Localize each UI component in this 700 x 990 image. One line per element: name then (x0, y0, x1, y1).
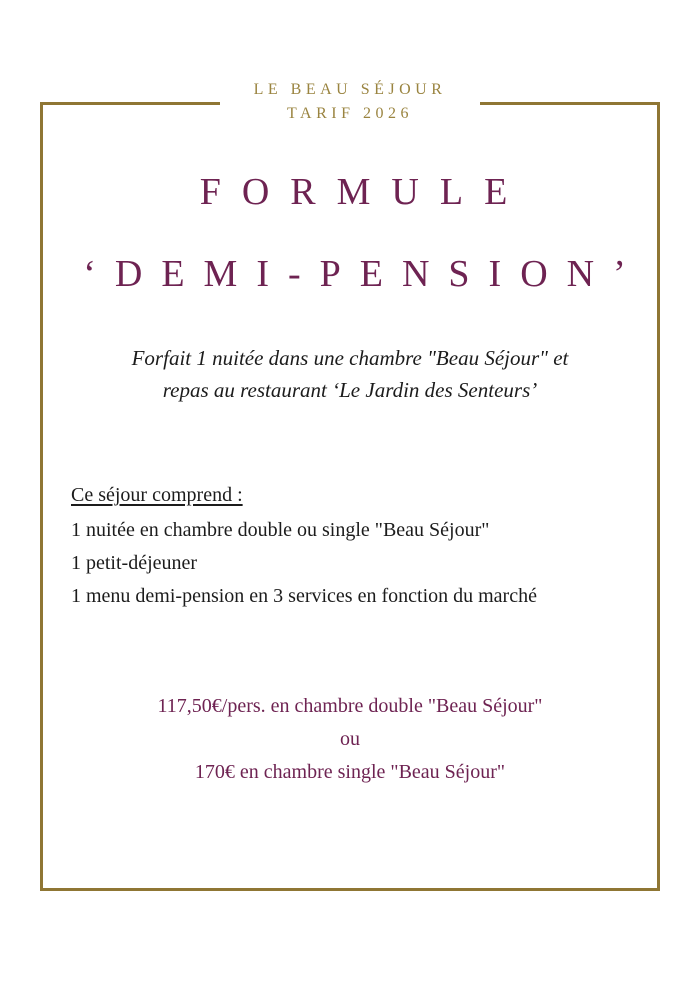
prices-section (0, 690, 700, 789)
list-item: 1 nuitée en chambre double ou single "Beau Séjour" (71, 519, 490, 541)
package-description-line-2: repas au restaurant ‘Le Jardin des Senteurs’ (162, 378, 538, 402)
list-item: 1 menu demi-pension en 3 services en fonction du marché (71, 585, 537, 607)
package-description-line-1: Forfait 1 nuitée dans une chambre "Beau Séjour" et (131, 346, 569, 370)
price-single: 170€ en chambre single "Beau Séjour" (194, 761, 506, 783)
header (220, 76, 480, 130)
includes-section (71, 482, 631, 613)
list-item: 1 petit-déjeuner (71, 552, 198, 574)
price-double: 117,50€/pers. en chambre double "Beau Séjour" (157, 695, 543, 717)
package-description (60, 342, 640, 406)
title-demi-pension: ‘DEMI-PENSION’ (83, 253, 645, 295)
title-formule: FORMULE (199, 171, 529, 213)
tariff-year: TARIF 2026 (287, 105, 413, 122)
includes-heading: Ce séjour comprend : (71, 484, 243, 506)
hotel-name: LE BEAU SÉJOUR (253, 81, 447, 98)
price-separator: ou (340, 728, 360, 750)
